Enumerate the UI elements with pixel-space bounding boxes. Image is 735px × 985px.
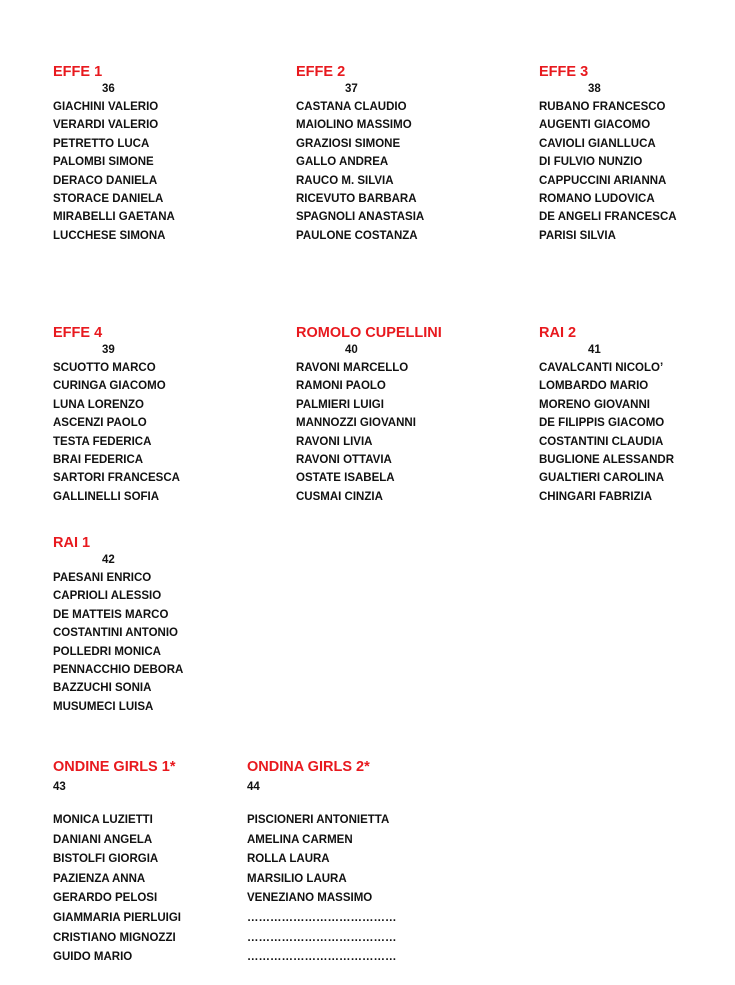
member-list xyxy=(53,569,283,716)
team-effe-3 xyxy=(539,63,735,245)
member: SPAGNOLI ANASTASIA xyxy=(296,211,425,224)
member: MORENO GIOVANNI xyxy=(539,398,650,411)
member: DE MATTEIS MARCO xyxy=(53,608,169,621)
member: DANIANI ANGELA xyxy=(53,833,153,846)
member: CRISTIANO MIGNOZZI xyxy=(53,931,176,944)
team-number: 41 xyxy=(588,344,601,356)
member: PALMIERI LUIGI xyxy=(296,398,384,411)
member: STORACE DANIELA xyxy=(53,193,164,206)
member: PARISI SILVIA xyxy=(539,229,616,242)
member: PISCIONERI ANTONIETTA xyxy=(247,814,390,826)
team-number: 39 xyxy=(102,344,115,356)
member: AUGENTI GIACOMO xyxy=(539,119,651,132)
member: MARSILIO LAURA xyxy=(247,872,347,885)
member-placeholder: ………………………………… xyxy=(247,951,397,964)
member: COSTANTINI ANTONIO xyxy=(53,627,179,640)
member: BAZZUCHI SONIA xyxy=(53,682,152,695)
member: CAPRIOLI ALESSIO xyxy=(53,590,162,603)
team-number: 37 xyxy=(345,83,358,95)
member: SCUOTTO MARCO xyxy=(53,362,156,374)
member: GALLINELLI SOFIA xyxy=(53,490,160,503)
member-list xyxy=(539,359,735,506)
team-title: EFFE 3 xyxy=(539,64,589,80)
member: GUALTIERI CAROLINA xyxy=(539,472,665,485)
member: PAZIENZA ANNA xyxy=(53,872,146,885)
member: AMELINA CARMEN xyxy=(247,833,353,846)
team-title: EFFE 2 xyxy=(296,64,346,80)
team-effe-4 xyxy=(53,324,283,506)
team-effe-2 xyxy=(296,63,526,245)
member: DI FULVIO NUNZIO xyxy=(539,156,643,169)
team-number: 42 xyxy=(102,554,115,566)
team-title: RAI 1 xyxy=(53,535,91,551)
member: GIACHINI VALERIO xyxy=(53,101,159,113)
team-title: ONDINE GIRLS 1* xyxy=(53,759,176,775)
member: CHINGARI FABRIZIA xyxy=(539,490,653,503)
member: MANNOZZI GIOVANNI xyxy=(296,417,416,430)
member-list xyxy=(539,98,735,245)
member: LUNA LORENZO xyxy=(53,398,144,411)
team-title: EFFE 4 xyxy=(53,325,103,341)
member: GERARDO PELOSI xyxy=(53,892,158,905)
member: BISTOLFI GIORGIA xyxy=(53,853,159,866)
member: MONICA LUZIETTI xyxy=(53,814,153,826)
member-placeholder: ………………………………… xyxy=(247,931,397,944)
member: OSTATE ISABELA xyxy=(296,472,395,485)
team-effe-1 xyxy=(53,63,283,245)
member-placeholder: ………………………………… xyxy=(247,911,397,924)
member: PALOMBI SIMONE xyxy=(53,156,154,169)
team-number: 40 xyxy=(345,344,358,356)
member: PENNACCHIO DEBORA xyxy=(53,664,184,677)
team-ondina-girls-2 xyxy=(247,758,477,968)
member: ROLLA LAURA xyxy=(247,853,330,866)
member: RAMONI PAOLO xyxy=(296,380,386,393)
member: CASTANA CLAUDIO xyxy=(296,101,407,113)
team-title: ONDINA GIRLS 2* xyxy=(247,759,370,775)
member: PAESANI ENRICO xyxy=(53,572,152,584)
member: BUGLIONE ALESSANDR xyxy=(539,454,675,467)
member: PETRETTO LUCA xyxy=(53,137,150,150)
team-number: 38 xyxy=(588,83,601,95)
member: GALLO ANDREA xyxy=(296,156,389,169)
member-list xyxy=(53,98,283,245)
member: CAPPUCCINI ARIANNA xyxy=(539,174,667,187)
member: BRAI FEDERICA xyxy=(53,454,144,467)
member: CAVIOLI GIANLLUCA xyxy=(539,137,656,150)
team-title: RAI 2 xyxy=(539,325,577,341)
member: ROMANO LUDOVICA xyxy=(539,193,655,206)
member: RICEVUTO BARBARA xyxy=(296,193,417,206)
member: SARTORI FRANCESCA xyxy=(53,472,180,485)
member: DERACO DANIELA xyxy=(53,174,158,187)
member: POLLEDRI MONICA xyxy=(53,645,161,658)
member: CURINGA GIACOMO xyxy=(53,380,166,393)
member: TESTA FEDERICA xyxy=(53,435,152,448)
member: CUSMAI CINZIA xyxy=(296,490,383,503)
member: DE FILIPPIS GIACOMO xyxy=(539,417,665,430)
member-list xyxy=(53,359,283,506)
team-rai-2 xyxy=(539,324,735,506)
member: RAUCO M. SILVIA xyxy=(296,174,394,187)
member: GUIDO MARIO xyxy=(53,951,133,964)
member-list xyxy=(296,98,526,245)
member: RAVONI LIVIA xyxy=(296,435,373,448)
team-rai-1 xyxy=(53,534,283,716)
member: MUSUMECI LUISA xyxy=(53,700,154,713)
team-title: EFFE 1 xyxy=(53,64,103,80)
team-number: 44 xyxy=(247,781,260,793)
member: MIRABELLI GAETANA xyxy=(53,211,175,224)
member: GRAZIOSI SIMONE xyxy=(296,137,401,150)
member: VENEZIANO MASSIMO xyxy=(247,892,373,905)
team-romolo-cupellini xyxy=(296,324,526,506)
member: MAIOLINO MASSIMO xyxy=(296,119,412,132)
member: RAVONI OTTAVIA xyxy=(296,454,392,467)
member: LUCCHESE SIMONA xyxy=(53,229,166,242)
member-list xyxy=(247,811,477,968)
member: COSTANTINI CLAUDIA xyxy=(539,435,664,448)
member: PAULONE COSTANZA xyxy=(296,229,418,242)
member: LOMBARDO MARIO xyxy=(539,380,649,393)
team-title: ROMOLO CUPELLINI xyxy=(296,325,442,341)
team-number: 43 xyxy=(53,781,66,793)
member: CAVALCANTI NICOLO’ xyxy=(539,362,664,374)
member: RUBANO FRANCESCO xyxy=(539,101,666,113)
member: VERARDI VALERIO xyxy=(53,119,159,132)
team-number: 36 xyxy=(102,83,115,95)
member: RAVONI MARCELLO xyxy=(296,362,409,374)
member: GIAMMARIA PIERLUIGI xyxy=(53,911,181,924)
member: DE ANGELI FRANCESCA xyxy=(539,211,677,224)
member: ASCENZI PAOLO xyxy=(53,417,147,430)
member-list xyxy=(296,359,526,506)
